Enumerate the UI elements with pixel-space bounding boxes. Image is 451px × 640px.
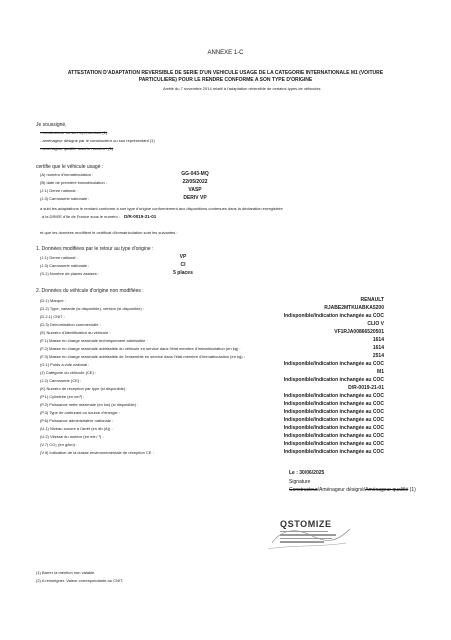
section2-value: 1614 [372, 337, 384, 343]
adaptation-line: a subi les adaptations le rendant conforme à son type d'origine conformément aux dispositions contenues dans la déclaration enregistrée [40, 206, 283, 211]
section2-value: D/R-0019-21-01 [348, 385, 384, 391]
signer-option-designated: - aménageur désigné par le constructeur ou son représentant (1) [40, 138, 155, 143]
section2-label: (J) Catégorie du véhicule (CE) : [40, 370, 97, 375]
role-qualified-struck: Aménageur qualifié [365, 487, 409, 493]
section2-label: (F.2) Masse en charge maximale admissible du véhicule en service dans l'état membre d'immatriculation (en kg) : [40, 346, 241, 351]
changes-intro: et que les données modifient le certificat d'immatriculation sont les suivantes : [40, 230, 178, 235]
section2-label: (P.1) Cylindrée (en cm³) : [40, 394, 85, 399]
section2-value: Indisponible/Indication inchangée au COC [283, 417, 384, 423]
section2-value: CLIO V [367, 321, 384, 327]
signer-intro: Je soussigné, [36, 122, 67, 128]
section2-label: (G.1) Poids à vide national : [40, 362, 90, 367]
decree-reference: Arrêté du 7 novembre 2014 relatif à l'adaptation réversible de certains types de véhicules [163, 86, 321, 91]
stamp-logo: QSTOMIZE [280, 519, 332, 529]
section2-label: (V.9) Indication de la classe environnementale de réception CE : [40, 450, 154, 455]
vehicle-label: (A) numéro d'immatriculation : [40, 172, 94, 177]
vehicle-label: (J.1) Genre national : [40, 188, 78, 193]
role-manufacturer-struck: Constructeur [289, 487, 318, 493]
footnote-1: (1) Barrer la mention non valable. [36, 570, 96, 575]
signature-role [289, 487, 416, 493]
section1-value: CI [180, 262, 186, 268]
signer-option-qualified: - aménageur qualifié sous le numéro : (1) [40, 146, 114, 151]
section2-label: (D.1) Marque : [40, 298, 66, 303]
signature-label: Signature [289, 479, 311, 485]
adaptation-prefix: à la DRIEE d'Ile de France sous le numéro : [42, 214, 120, 219]
section2-value: Indisponible/Indication inchangée au COC [283, 377, 384, 383]
signature-date: Le : 30/06/2025 [289, 470, 325, 476]
company-stamp [250, 513, 358, 559]
section2-label: (P.6) Puissance administrative nationale : [40, 418, 114, 423]
section2-label: (D.2) Type, variante (si disponible), version (si disponible) : [40, 306, 144, 311]
title-line-2: PARTICULIERE) POUR LE RENDRE CONFORME A SON TYPE D'ORIGINE [138, 77, 313, 83]
role-designated: /Aménageur désigné/ [317, 487, 366, 493]
section2-label: (J.2) Carrosserie (CE) : [40, 378, 82, 383]
section2-value: Indisponible/Indication inchangée au COC [283, 425, 384, 431]
section2-title: 2. Données du véhicule d'origine non modifiées : [36, 288, 144, 294]
section1-label: (S.1) Nombre de places assises : [40, 271, 99, 276]
section2-value: Indisponible/Indication inchangée au COC [283, 401, 384, 407]
role-suffix: (1) [408, 487, 416, 493]
section2-label: (U.1) Niveau sonore à l'arrêt (en db (A)) : [40, 426, 113, 431]
section1-label: (J.3) Carrosserie nationale : [40, 263, 90, 268]
section2-label: (V.7) CO₂ (en g/km) : [40, 442, 78, 447]
section1-label: (J.1) Genre national : [40, 255, 78, 260]
section2-label: (D.3) Dénomination commerciale : [40, 322, 101, 327]
vehicle-value: 22/05/2022 [182, 179, 208, 185]
vehicle-value: VASP [188, 187, 202, 193]
vehicle-label: (J.3) Carrosserie nationale : [40, 196, 90, 201]
section1-value: VP [179, 254, 187, 260]
signer-option-manufacturer: - constructeur ou son représentant (1) [40, 130, 108, 135]
section2-label: (D.2.1) CNIT : [40, 314, 65, 319]
section2-value: 2514 [372, 353, 384, 359]
section1-title: 1. Données modifiées par le retour au type d'origine : [36, 246, 154, 252]
section2-value: M1 [377, 369, 384, 375]
section2-label: (E) Numéro d'identification du véhicule : [40, 330, 111, 335]
certify-line: certifie que le véhicule usagé : [36, 164, 104, 170]
title-line-1: ATTESTATION D'ADAPTATION REVERSIBLE DE SERIE D'UN VEHICULE USAGE DE LA CATEGORIE INTERNATIONALE M1 (VOITURE [67, 70, 384, 76]
section2-value: Indisponible/Indication inchangée au COC [283, 409, 384, 415]
annex-heading: ANNEXE 1-C [207, 50, 244, 56]
vehicle-value: GG-043-MQ [181, 171, 209, 177]
vehicle-label: (B) date de première immatriculation : [40, 180, 107, 185]
section2-value: Indisponible/Indication inchangée au COC [283, 361, 384, 367]
section2-label: (F.1) Masse en charge maximale techniquement admissible : [40, 338, 148, 343]
section2-label: (K) Numéro de réception par type (si disponible) : [40, 386, 128, 391]
section1-value: 5 places [173, 270, 193, 276]
footnote-2: (2) A renseigner. Valeur correspondante au CNIT. [36, 578, 124, 583]
section2-value: VF1RJA00866520501 [334, 329, 384, 335]
section2-value: RENAULT [360, 297, 384, 303]
section2-value: Indisponible/Indication inchangée au COC [283, 313, 384, 319]
section2-value: Indisponible/Indication inchangée au COC [283, 433, 384, 439]
section2-value: 1614 [372, 345, 384, 351]
adaptation-number: D/R-0019-21-01 [124, 214, 157, 219]
section2-value: Indisponible/Indication inchangée au COC [283, 449, 384, 455]
section2-value: Indisponible/Indication inchangée au COC [283, 393, 384, 399]
section2-label: (F.3) Masse en charge maximale admissible de l'ensemble en service dans l'état membre d'immatriculation (en kg) : [40, 354, 245, 359]
section2-label: (P.3) Type de carburant ou source d'énergie : [40, 410, 120, 415]
stamp-address-lines [280, 531, 340, 545]
adaptation-number-line [42, 214, 156, 219]
section2-label: (P.2) Puissance nette maximale (en kw) (si disponible) : [40, 402, 139, 407]
section2-value: Indisponible/Indication inchangée au COC [283, 441, 384, 447]
section2-value: RJABE2MTKUABKA5200 [324, 305, 384, 311]
vehicle-value: DERIV VP [183, 195, 207, 201]
section2-label: (U.2) Vitesse du moteur (en min⁻¹) : [40, 434, 104, 439]
